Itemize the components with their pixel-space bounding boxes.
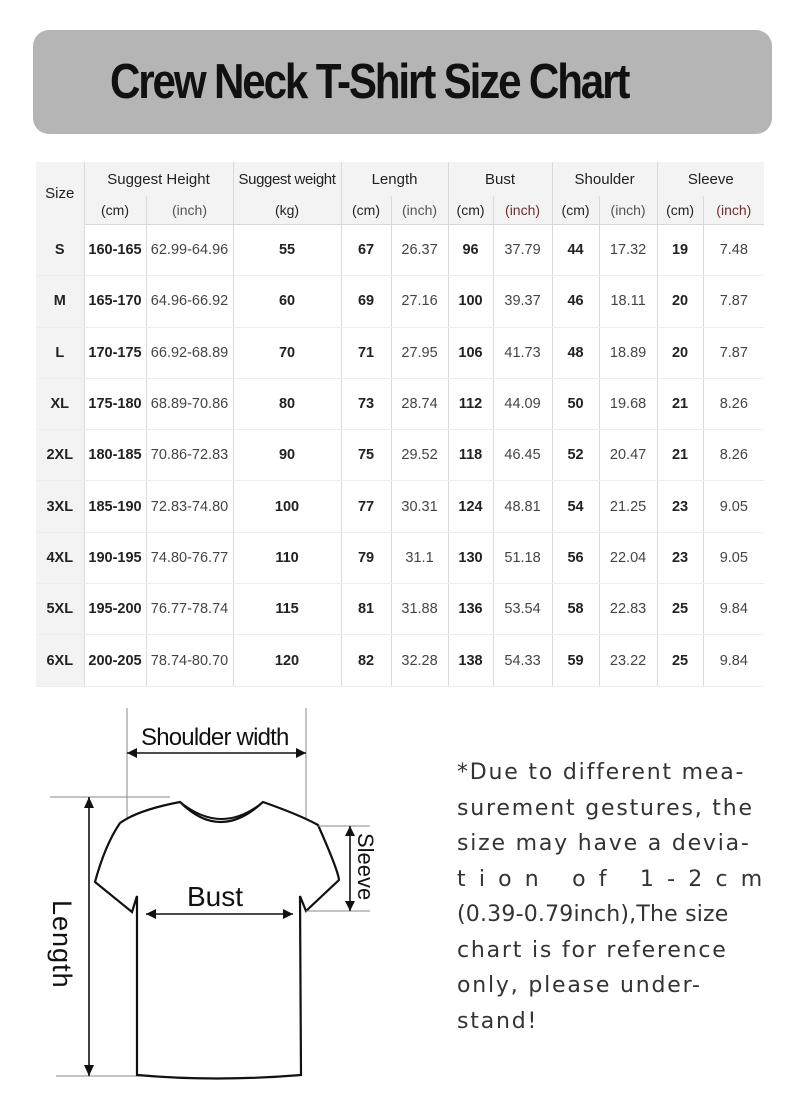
- size-note: [457, 755, 776, 1039]
- table-cell: 68.89-70.86: [146, 378, 233, 429]
- table-cell: 44: [552, 225, 599, 276]
- table-cell: 82: [341, 635, 391, 686]
- table-row: [36, 327, 764, 378]
- table-cell: 72.83-74.80: [146, 481, 233, 532]
- table-cell: 9.05: [703, 532, 764, 583]
- table-cell: 79: [341, 532, 391, 583]
- table-cell: 50: [552, 378, 599, 429]
- table-row: [36, 225, 764, 276]
- table-cell: 18.11: [599, 276, 657, 327]
- table-cell: 115: [233, 584, 341, 635]
- table-cell: 18.89: [599, 327, 657, 378]
- shoulder-arrow-head-left: [127, 748, 137, 758]
- table-cell: 26.37: [391, 225, 448, 276]
- table-cell: 51.18: [493, 532, 552, 583]
- bust-label: Bust: [187, 881, 244, 912]
- table-cell: 175-180: [84, 378, 146, 429]
- table-cell: 56: [552, 532, 599, 583]
- table-header-units: [36, 196, 764, 225]
- table-cell: 21.25: [599, 481, 657, 532]
- table-cell: 21: [657, 378, 703, 429]
- table-cell: 120: [233, 635, 341, 686]
- table-cell: 70: [233, 327, 341, 378]
- height-header: Suggest Height: [84, 162, 233, 196]
- size-cell: XL: [36, 378, 84, 429]
- table-cell: 48: [552, 327, 599, 378]
- bust-header: Bust: [448, 162, 552, 196]
- table-cell: 106: [448, 327, 493, 378]
- table-cell: 23.22: [599, 635, 657, 686]
- size-cell: S: [36, 225, 84, 276]
- size-cell: 3XL: [36, 481, 84, 532]
- table-cell: 78.74-80.70: [146, 635, 233, 686]
- sleeve-arrow-head-bottom: [345, 901, 355, 911]
- table-cell: 37.79: [493, 225, 552, 276]
- table-cell: 48.81: [493, 481, 552, 532]
- table-cell: 136: [448, 584, 493, 635]
- table-cell: 59: [552, 635, 599, 686]
- length-arrow-head-bottom: [84, 1065, 94, 1076]
- length-label: Length: [47, 900, 77, 989]
- table-cell: 112: [448, 378, 493, 429]
- shoulder-arrow-head-right: [296, 748, 306, 758]
- note-line: surement gestures, the: [457, 795, 754, 821]
- table-cell: 100: [448, 276, 493, 327]
- table-cell: 20: [657, 327, 703, 378]
- table-cell: 44.09: [493, 378, 552, 429]
- table-cell: 118: [448, 430, 493, 481]
- table-cell: 54: [552, 481, 599, 532]
- note-line: size may have a devia-: [457, 831, 751, 856]
- unit-header: (cm): [657, 196, 703, 225]
- table-cell: 46.45: [493, 430, 552, 481]
- table-row: [36, 430, 764, 481]
- table-cell: 69: [341, 276, 391, 327]
- table-cell: 180-185: [84, 430, 146, 481]
- sleeve-header: Sleeve: [657, 162, 764, 196]
- table-cell: 20: [657, 276, 703, 327]
- table-header-groups: [36, 162, 764, 196]
- table-cell: 25: [657, 635, 703, 686]
- table-cell: 71: [341, 327, 391, 378]
- unit-header: (inch): [703, 196, 764, 225]
- length-header: Length: [341, 162, 448, 196]
- table-cell: 31.1: [391, 532, 448, 583]
- table-cell: 19.68: [599, 378, 657, 429]
- note-line: stand!: [457, 1008, 539, 1034]
- table-cell: 8.26: [703, 430, 764, 481]
- table-cell: 74.80-76.77: [146, 532, 233, 583]
- table-cell: 17.32: [599, 225, 657, 276]
- table-cell: 52: [552, 430, 599, 481]
- size-rows: [36, 225, 764, 687]
- shoulder-header: Shoulder: [552, 162, 657, 196]
- table-cell: 27.95: [391, 327, 448, 378]
- unit-header: (inch): [599, 196, 657, 225]
- table-cell: 9.84: [703, 584, 764, 635]
- table-cell: 70.86-72.83: [146, 430, 233, 481]
- weight-header: Suggest weight: [233, 162, 341, 196]
- size-cell: 5XL: [36, 584, 84, 635]
- table-cell: 62.99-64.96: [146, 225, 233, 276]
- table-cell: 96: [448, 225, 493, 276]
- table-cell: 77: [341, 481, 391, 532]
- table-cell: 55: [233, 225, 341, 276]
- table-cell: 23: [657, 481, 703, 532]
- unit-header: (cm): [341, 196, 391, 225]
- table-cell: 138: [448, 635, 493, 686]
- note-line: *Due to different mea-: [457, 760, 746, 785]
- table-cell: 41.73: [493, 327, 552, 378]
- table-cell: 200-205: [84, 635, 146, 686]
- table-cell: 170-175: [84, 327, 146, 378]
- table-cell: 31.88: [391, 584, 448, 635]
- unit-header: (inch): [146, 196, 233, 225]
- table-cell: 90: [233, 430, 341, 481]
- table-cell: 76.77-78.74: [146, 584, 233, 635]
- table-cell: 20.47: [599, 430, 657, 481]
- length-arrow-head-top: [84, 797, 94, 808]
- table-cell: 54.33: [493, 635, 552, 686]
- table-row: [36, 635, 764, 686]
- size-chart-table: [36, 162, 764, 687]
- table-cell: 19: [657, 225, 703, 276]
- table-cell: 195-200: [84, 584, 146, 635]
- table-cell: 46: [552, 276, 599, 327]
- table-cell: 58: [552, 584, 599, 635]
- table-cell: 130: [448, 532, 493, 583]
- unit-header: (cm): [448, 196, 493, 225]
- unit-header: (inch): [391, 196, 448, 225]
- table-cell: 160-165: [84, 225, 146, 276]
- note-line: (0.39-0.79inch),The size: [457, 902, 729, 927]
- size-cell: L: [36, 327, 84, 378]
- table-cell: 9.05: [703, 481, 764, 532]
- table-cell: 32.28: [391, 635, 448, 686]
- table-cell: 80: [233, 378, 341, 429]
- tshirt-diagram: [0, 690, 440, 1116]
- table-cell: 185-190: [84, 481, 146, 532]
- table-cell: 67: [341, 225, 391, 276]
- tshirt-outline: [95, 802, 339, 1079]
- unit-header: (cm): [84, 196, 146, 225]
- table-cell: 110: [233, 532, 341, 583]
- table-row: [36, 532, 764, 583]
- unit-header: (kg): [233, 196, 341, 225]
- table-cell: 39.37: [493, 276, 552, 327]
- table-cell: 190-195: [84, 532, 146, 583]
- table-cell: 9.84: [703, 635, 764, 686]
- note-line: only, please under-: [457, 973, 702, 998]
- size-column-header: Size: [36, 162, 84, 225]
- table-cell: 22.83: [599, 584, 657, 635]
- table-cell: 7.87: [703, 276, 764, 327]
- size-cell: 4XL: [36, 532, 84, 583]
- table-cell: 28.74: [391, 378, 448, 429]
- table-cell: 7.48: [703, 225, 764, 276]
- size-cell: M: [36, 276, 84, 327]
- table-cell: 100: [233, 481, 341, 532]
- table-cell: 21: [657, 430, 703, 481]
- note-line: tion of 1-2cm: [457, 866, 776, 892]
- table-cell: 25: [657, 584, 703, 635]
- table-row: [36, 481, 764, 532]
- size-cell: 2XL: [36, 430, 84, 481]
- table-cell: 60: [233, 276, 341, 327]
- table-cell: 165-170: [84, 276, 146, 327]
- table-row: [36, 276, 764, 327]
- table-cell: 64.96-66.92: [146, 276, 233, 327]
- table-cell: 23: [657, 532, 703, 583]
- table-cell: 53.54: [493, 584, 552, 635]
- shoulder-width-label: Shoulder width: [141, 724, 289, 751]
- unit-header: (cm): [552, 196, 599, 225]
- table-cell: 66.92-68.89: [146, 327, 233, 378]
- table-cell: 75: [341, 430, 391, 481]
- sleeve-label: Sleeve: [353, 833, 378, 901]
- unit-header: (inch): [493, 196, 552, 225]
- size-cell: 6XL: [36, 635, 84, 686]
- table-cell: 22.04: [599, 532, 657, 583]
- table-cell: 124: [448, 481, 493, 532]
- table-cell: 27.16: [391, 276, 448, 327]
- table-cell: 30.31: [391, 481, 448, 532]
- page-title: Crew Neck T-Shirt Size Chart: [110, 55, 629, 109]
- table-cell: 81: [341, 584, 391, 635]
- table-cell: 8.26: [703, 378, 764, 429]
- table-cell: 29.52: [391, 430, 448, 481]
- table-row: [36, 584, 764, 635]
- table-cell: 7.87: [703, 327, 764, 378]
- table-row: [36, 378, 764, 429]
- note-line: chart is for reference: [457, 937, 728, 963]
- table-cell: 73: [341, 378, 391, 429]
